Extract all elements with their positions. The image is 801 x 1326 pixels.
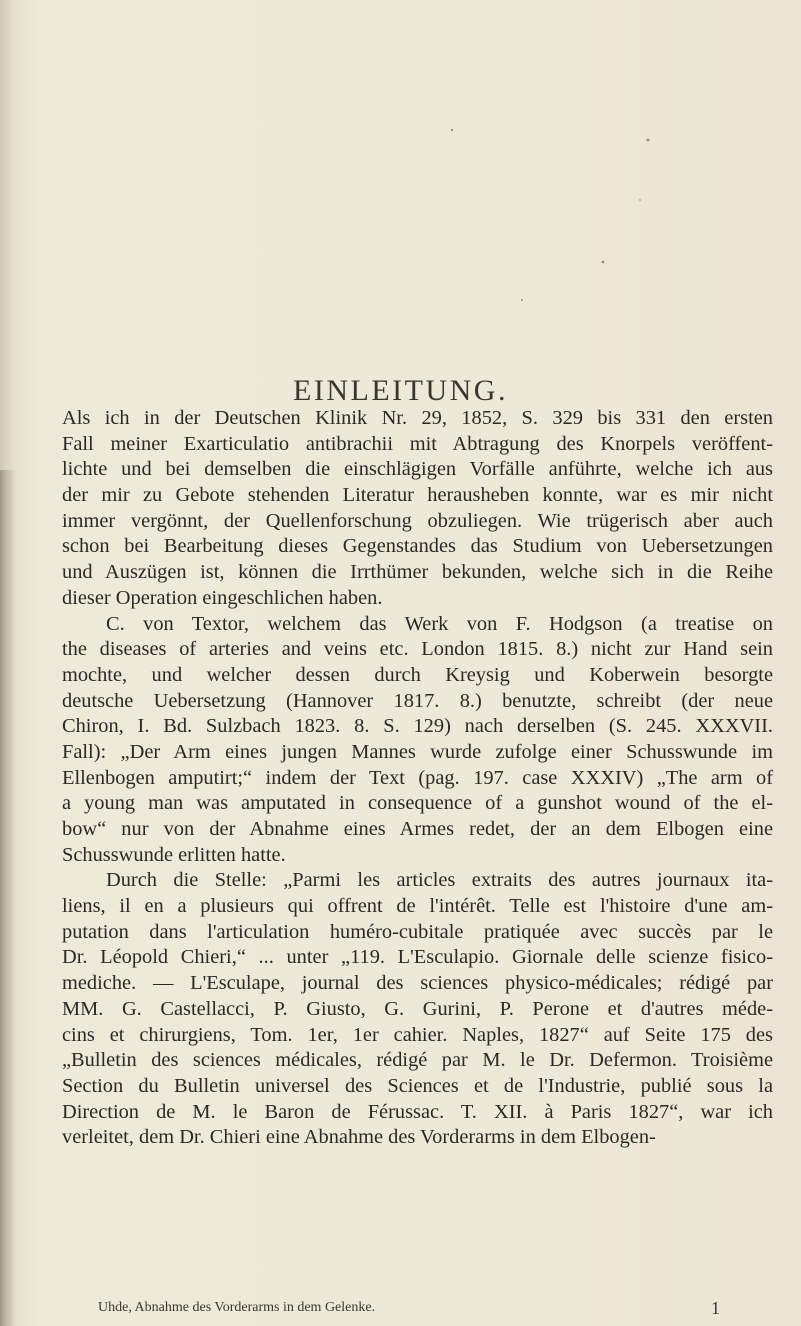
text-line: a young man was amputated in consequence of a gunshot wound of the el- xyxy=(62,792,773,815)
text-line: und Auszügen ist, können die Irrthümer bekunden, welche sich in die Reihe xyxy=(62,561,773,584)
text-line: Ellenbogen amputirt;“ indem der Text (pag. 197. case XXXIV) „The arm of xyxy=(62,766,773,789)
text-line: der mir zu Gebote stehenden Literatur herausheben konnte, war es mir nicht xyxy=(62,484,773,507)
text-line: cins et chirurgiens, Tom. 1er, 1er cahier. Naples, 1827“ auf Seite 175 des xyxy=(62,1023,773,1046)
running-footer-title: Uhde, Abnahme des Vorderarms in dem Gelenke. xyxy=(98,1300,376,1315)
text-line: „Bulletin des sciences médicales, rédigé par M. le Dr. Defermon. Troisième xyxy=(62,1049,773,1072)
text-line: Schusswunde erlitten hatte. xyxy=(62,843,286,866)
paragraph xyxy=(62,868,773,1151)
text-line: Fall meiner Exarticulatio antibrachii mit Abtragung des Knorpels veröffent- xyxy=(62,432,773,455)
text-line: immer vergönnt, der Quellenforschung obzuliegen. Wie trügerisch aber auch xyxy=(62,509,773,532)
body-text xyxy=(62,406,773,1151)
text-line: dieser Operation eingeschlichen haben. xyxy=(62,586,383,609)
page-number: 1 xyxy=(711,1298,720,1318)
text-line: Chiron, I. Bd. Sulzbach 1823. 8. S. 129) nach derselben (S. 245. XXXVII. xyxy=(62,715,773,738)
text-line: Direction de M. le Baron de Férussac. T. XII. à Paris 1827“, war ich xyxy=(62,1100,773,1123)
paragraph xyxy=(62,612,773,869)
text-line: Durch die Stelle: „Parmi les articles extraits des autres journaux ita- xyxy=(106,869,773,892)
text-line: Als ich in der Deutschen Klinik Nr. 29, 1852, S. 329 bis 331 den ersten xyxy=(62,407,773,429)
text-line: putation dans l'articulation huméro-cubitale pratiquée avec succès par le xyxy=(62,920,773,943)
text-line: mediche. — L'Esculape, journal des sciences physico-médicales; rédigé par xyxy=(62,972,773,995)
page-heading: EINLEITUNG. xyxy=(293,374,508,407)
text-line: lichte und bei demselben die einschlägigen Vorfälle anführte, welche ich aus xyxy=(62,458,773,481)
text-line: schon bei Bearbeitung dieses Gegenstandes das Studium von Uebersetzungen xyxy=(62,535,773,558)
text-line: MM. G. Castellacci, P. Giusto, G. Gurini, P. Perone et d'autres méde- xyxy=(62,997,773,1020)
text-line: Section du Bulletin universel des Sciences et de l'Industrie, publié sous la xyxy=(62,1074,773,1097)
text-line: Dr. Léopold Chieri,“ ... unter „119. L'Esculapio. Giornale delle scienze fisico- xyxy=(62,946,773,969)
page-spine-shadow xyxy=(0,470,16,1326)
text-line: C. von Textor, welchem das Werk von F. Hodgson (a treatise on xyxy=(106,612,773,635)
text-line: bow“ nur von der Abnahme eines Armes redet, der an dem Elbogen eine xyxy=(62,818,773,840)
text-line: mochte, und welcher dessen durch Kreysig und Koberwein besorgte xyxy=(62,663,773,686)
text-line: Fall): „Der Arm eines jungen Mannes wurde zufolge einer Schusswunde im xyxy=(62,740,773,763)
text-line: liens, il en a plusieurs qui offrent de l'intérêt. Telle est l'histoire d'une am- xyxy=(62,895,773,918)
text-line: the diseases of arteries and veins etc. London 1815. 8.) nicht zur Hand sein xyxy=(62,638,773,661)
text-line: verleitet, dem Dr. Chieri eine Abnahme des Vorderarms in dem Elbogen- xyxy=(62,1126,656,1149)
text-line: deutsche Uebersetzung (Hannover 1817. 8.) benutzte, schreibt (der neue xyxy=(62,689,773,712)
paragraph xyxy=(62,406,773,612)
